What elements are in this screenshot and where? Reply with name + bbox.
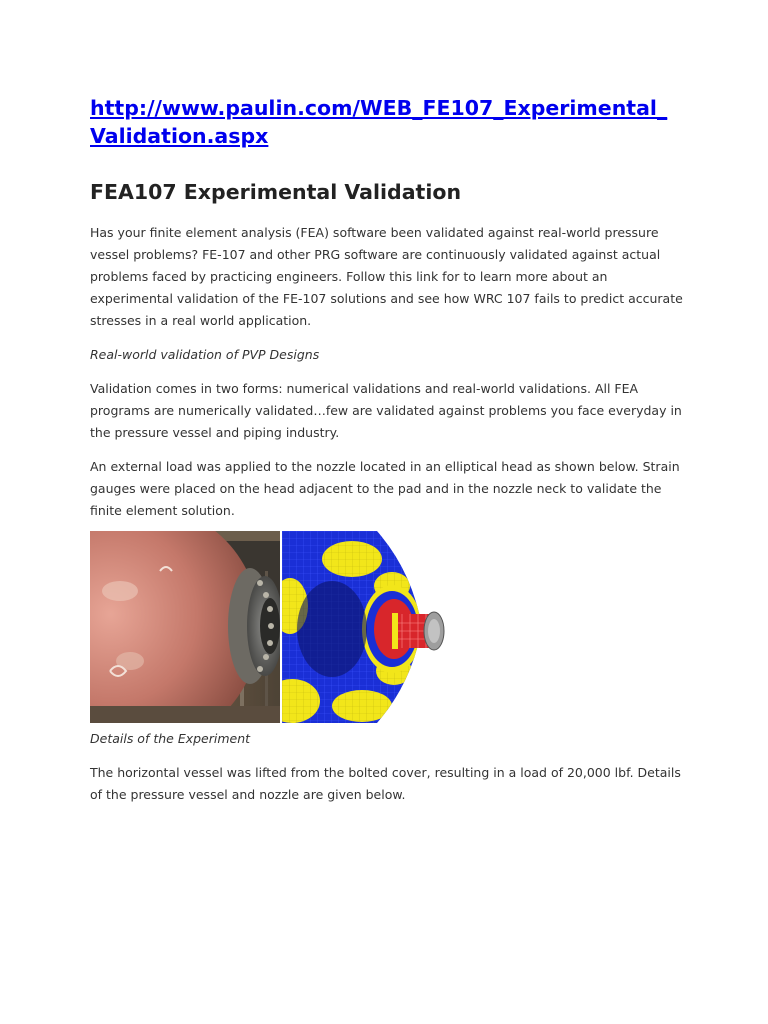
fea-model-image	[282, 531, 460, 723]
page-title: FEA107 Experimental Validation	[90, 180, 462, 204]
load-paragraph: An external load was applied to the nozzle located in an elliptical head as shown below. Strain gauges were placed on the head adjacent to the pad and in the nozzle neck to validate the finite element solution.	[90, 459, 680, 518]
details-paragraph: The horizontal vessel was lifted from the bolted cover, resulting in a load of 20,000 lbf. Details of the pressure vessel and nozzle are given below.	[90, 765, 681, 802]
paulin-url-link[interactable]: http://www.paulin.com/WEB_FE107_Experimental_Validation.aspx	[90, 96, 668, 148]
experiment-figure	[90, 531, 460, 723]
fea-model-graphic	[282, 531, 460, 723]
document-page	[90, 0, 690, 806]
vessel-photo-image	[90, 531, 280, 723]
section-caption: Real-world validation of PVP Designs	[90, 347, 320, 362]
validation-paragraph: Validation comes in two forms: numerical validations and real-world validations. All FEA programs are numerically validated…few are validated against problems you face everyday in the pressure vessel and piping industry.	[90, 381, 682, 440]
vessel-photo	[90, 531, 280, 723]
intro-paragraph: Has your finite element analysis (FEA) software been validated against real-world pressure vessel problems? FE-107 and other PRG software are continuously validated against actual problems faced by practicing engineers. Follow this link for to learn more about an experimental validation of the FE-107 solutions and see how WRC 107 fails to predict accurate stresses in a real world application.	[90, 225, 683, 328]
figure-caption: Details of the Experiment	[90, 731, 251, 746]
